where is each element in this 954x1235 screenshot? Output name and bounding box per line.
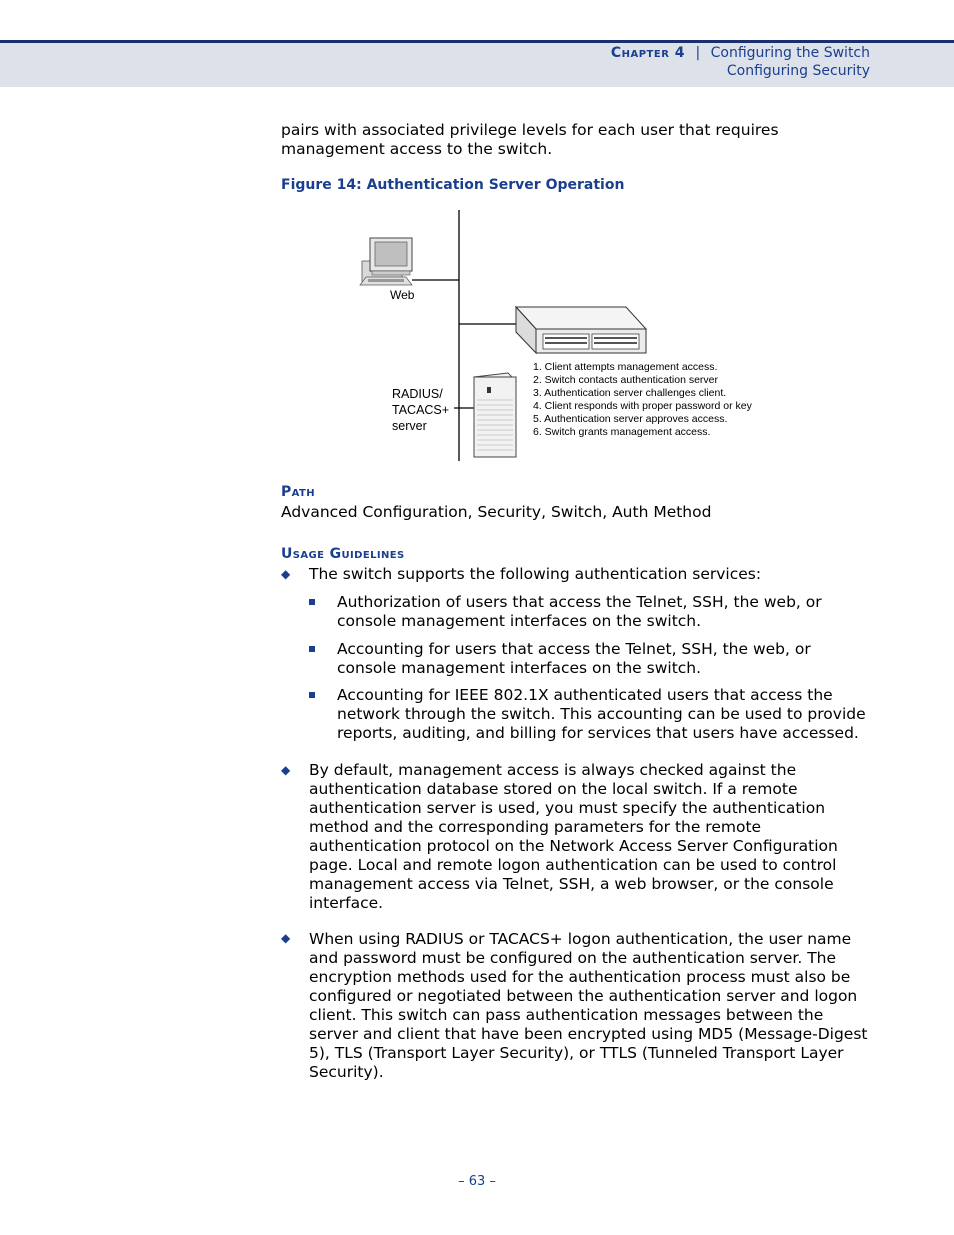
bullet-3-text: When using RADIUS or TACACS+ logon authentication, the user name and password must be configured on the authentication server. The encryption methods used for the authentication process must also be configured or negotiated between the authentication server and logon client. This switch can pass authentication messages between the server and client that have been encrypted using MD5 (Message-Digest 5), TLS (Transport Layer Security), or TTLS (Tunneled Transport Layer Security). xyxy=(309,930,868,1081)
header-section-title: Configuring Security xyxy=(726,63,870,79)
page-number: – 63 – xyxy=(458,1174,496,1189)
server-icon xyxy=(474,373,516,457)
path-text: Advanced Configuration, Security, Switch, Auth Method xyxy=(281,503,712,521)
intro-paragraph: pairs with associated privilege levels for each user that requires management access to the switch. xyxy=(281,121,779,158)
step-6: 6. Switch grants management access. xyxy=(533,426,711,438)
diamond-bullet-icon: ◆ xyxy=(281,763,291,777)
step-5: 5. Authentication server approves access. xyxy=(533,413,728,425)
switch-icon xyxy=(516,307,646,353)
square-bullet-icon xyxy=(309,692,315,698)
path-heading: Path xyxy=(281,484,316,500)
server-label-line1: RADIUS/ xyxy=(392,387,443,401)
step-3: 3. Authentication server challenges client. xyxy=(533,387,727,399)
figure-caption: Figure 14: Authentication Server Operation xyxy=(281,177,625,193)
header-chapter-line xyxy=(611,45,870,61)
server-label-line3: server xyxy=(392,419,427,433)
step-2: 2. Switch contacts authentication server xyxy=(533,374,719,386)
square-bullet-icon xyxy=(309,646,315,652)
computer-icon xyxy=(360,238,412,285)
header-chapter-title: Configuring the Switch xyxy=(710,45,870,61)
header-separator: | xyxy=(695,45,701,61)
bullet-2-text: By default, management access is always checked against the authentication database stored on the local switch. If a remote authentication server is used, you must specify the authentication method and the corresponding parameters for the remote authentication protocol on the Network Access Server Configuration page. Local and remote logon authentication can be used to control management access via Telnet, SSH, a web browser, or the console interface. xyxy=(309,761,838,912)
step-4: 4. Client responds with proper password or key xyxy=(533,400,752,412)
auth-server-diagram xyxy=(350,205,810,467)
web-label: Web xyxy=(390,288,415,302)
sub-bullet-1-text: Authorization of users that access the Telnet, SSH, the web, or console management interfaces on the switch. xyxy=(337,593,822,630)
sub-bullet-3-text: Accounting for IEEE 802.1X authenticated users that access the network through the switch. This accounting can be used to provide reports, auditing, and billing for services that users have accessed. xyxy=(337,686,866,742)
usage-guidelines-heading: Usage Guidelines xyxy=(281,546,405,562)
diamond-bullet-icon: ◆ xyxy=(281,567,291,581)
sub-bullet-2-text: Accounting for users that access the Telnet, SSH, the web, or console management interfaces on the switch. xyxy=(337,640,811,677)
diamond-bullet-icon: ◆ xyxy=(281,931,291,945)
header-chapter: Chapter 4 xyxy=(610,45,686,61)
server-label-line2: TACACS+ xyxy=(392,403,450,417)
step-1: 1. Client attempts management access. xyxy=(533,361,718,373)
square-bullet-icon xyxy=(309,599,315,605)
bullet-1-text: The switch supports the following authentication services: xyxy=(309,565,762,583)
